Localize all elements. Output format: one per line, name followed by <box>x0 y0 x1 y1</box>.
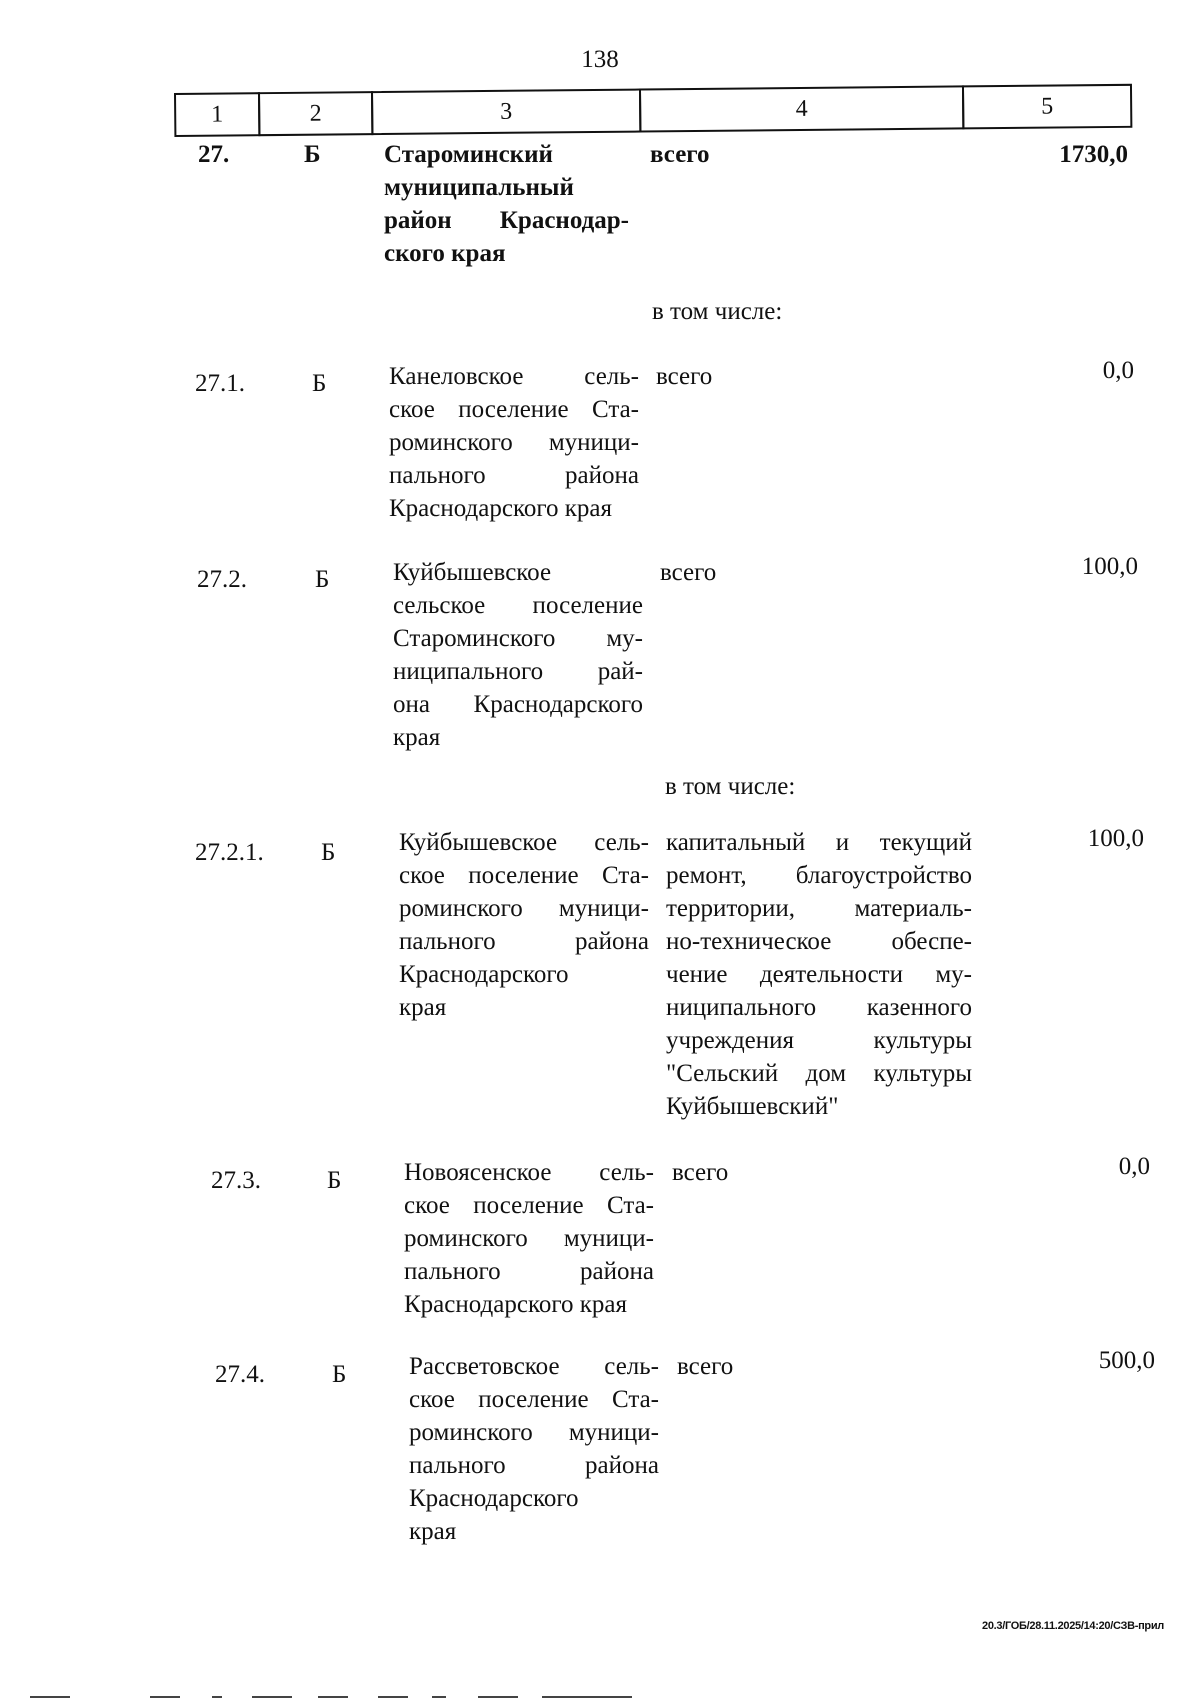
row-name-line: Староминского му- <box>393 625 643 652</box>
row-category: Б <box>312 370 327 397</box>
row-number: 27.1. <box>195 370 245 397</box>
row-description-line: капитальный и текущий <box>666 829 972 856</box>
row-name <box>393 556 643 754</box>
row-value: 100,0 <box>1081 553 1138 580</box>
row-number: 27.4. <box>215 1361 265 1388</box>
row-description-line: всего <box>650 141 710 168</box>
row-name-line: пального района <box>409 1452 659 1479</box>
row-name-line: сельское поселение <box>393 592 643 619</box>
scan-mark <box>30 1696 70 1698</box>
row-name-line: роминского муници- <box>389 429 639 456</box>
row-name <box>384 138 629 270</box>
row-name-line: роминского муници- <box>404 1225 654 1252</box>
scan-mark <box>542 1696 632 1698</box>
row-category: Б <box>304 141 321 168</box>
row-description-line: учреждения культуры <box>666 1027 972 1054</box>
row-description-line: территории, материаль- <box>666 895 972 922</box>
row-description-line: чение деятельности му- <box>666 961 972 988</box>
row-name-line: ское поселение Ста- <box>399 862 649 889</box>
row-number: 27.2. <box>197 566 247 593</box>
row-description-line: "Сельский дом культуры <box>666 1060 972 1087</box>
row-name-line: Краснодарского <box>409 1485 579 1512</box>
row-name-line: муниципальный <box>384 174 574 201</box>
scan-mark <box>150 1696 180 1698</box>
row-description-line: ниципального казенного <box>666 994 972 1021</box>
row-name-line: ниципального рай- <box>393 658 643 685</box>
row-category: Б <box>315 566 330 593</box>
scan-mark <box>378 1696 408 1698</box>
row-name-line: пального района <box>389 462 639 489</box>
row-value: 500,0 <box>1098 1347 1155 1374</box>
header-cell-2: 2 <box>258 91 373 136</box>
including-label: в том числе: <box>652 298 783 325</box>
header-cell-1: 1 <box>174 92 260 137</box>
row-name-line: она Краснодарского <box>393 691 643 718</box>
row-description <box>666 826 972 1123</box>
row-name-line: Новоясенское сель- <box>404 1159 654 1186</box>
row-value: 0,0 <box>1102 357 1134 384</box>
scan-mark <box>478 1696 518 1698</box>
row-description-line: всего <box>672 1159 729 1186</box>
document-footer-code: 20.3/ГОБ/28.11.2025/14:20/СЗВ-прил <box>982 1620 1164 1632</box>
scan-mark <box>318 1696 348 1698</box>
row-name-line: ское поселение Ста- <box>389 396 639 423</box>
row-name-line: ское поселение Ста- <box>404 1192 654 1219</box>
row-category: Б <box>332 1361 347 1388</box>
row-description <box>677 1350 982 1383</box>
row-category: Б <box>327 1167 342 1194</box>
row-number: 27. <box>198 141 230 168</box>
row-description-line: ремонт, благоустройство <box>666 862 972 889</box>
row-name <box>404 1156 654 1321</box>
row-name-line: Канеловское сель- <box>389 363 639 390</box>
row-name-line: Куйбышевское сель- <box>399 829 649 856</box>
row-name-line: ского края <box>384 240 506 267</box>
header-cell-4: 4 <box>639 85 964 132</box>
row-description-line: всего <box>656 363 713 390</box>
row-description <box>650 138 955 171</box>
row-name-line: Краснодарского края <box>404 1291 627 1318</box>
scan-mark <box>252 1696 292 1698</box>
row-name-line: Рассветовское сель- <box>409 1353 659 1380</box>
row-value: 100,0 <box>1087 825 1144 852</box>
row-description <box>672 1156 977 1189</box>
row-number: 27.2.1. <box>195 839 264 866</box>
row-description-line: всего <box>677 1353 734 1380</box>
header-cell-5: 5 <box>962 84 1132 130</box>
row-name-line: края <box>409 1518 457 1545</box>
row-name-line: пального района <box>399 928 649 955</box>
row-value: 1730,0 <box>1059 141 1128 168</box>
row-name-line: роминского муници- <box>409 1419 659 1446</box>
scan-mark <box>432 1696 446 1698</box>
row-name-line: Краснодарского <box>399 961 569 988</box>
row-value: 0,0 <box>1118 1153 1150 1180</box>
row-name-line: пального района <box>404 1258 654 1285</box>
row-name-line: Краснодарского края <box>389 495 612 522</box>
row-name-line: Староминский <box>384 141 553 168</box>
row-name-line: края <box>399 994 447 1021</box>
row-description <box>656 360 961 393</box>
row-name-line: Куйбышевское <box>393 559 552 586</box>
row-name-line: края <box>393 724 441 751</box>
row-name <box>409 1350 659 1548</box>
row-name-line: ское поселение Ста- <box>409 1386 659 1413</box>
row-name <box>389 360 639 525</box>
row-name <box>399 826 649 1024</box>
page-number: 138 <box>581 46 619 73</box>
row-description-line: Куйбышевский" <box>666 1093 839 1120</box>
row-name-line: район Краснодар- <box>384 207 629 234</box>
row-description-line: всего <box>660 559 717 586</box>
header-cell-3: 3 <box>371 89 641 136</box>
row-name-line: роминского муници- <box>399 895 649 922</box>
row-number: 27.3. <box>211 1167 261 1194</box>
column-header-row <box>174 84 1132 139</box>
scan-mark <box>212 1696 222 1698</box>
row-description <box>660 556 965 589</box>
row-category: Б <box>321 839 336 866</box>
scan-artifact-lines <box>30 1696 910 1700</box>
including-label: в том числе: <box>665 773 796 800</box>
row-description-line: но-техническое обеспе- <box>666 928 972 955</box>
